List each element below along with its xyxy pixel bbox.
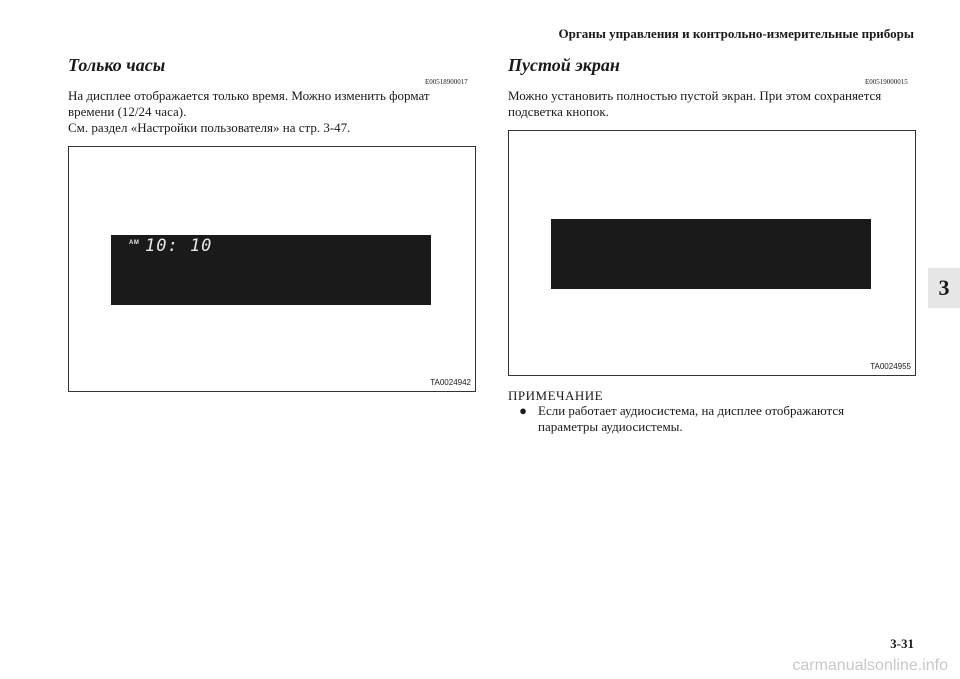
section-code: E00518900017 [425,78,468,86]
running-header: Органы управления и контрольно-измерительные приборы [558,26,914,41]
note-list [508,403,918,435]
section-paragraph: На дисплее отображается только время. Можно изменить формат времени (12/24 часа). [68,88,430,119]
note-title: ПРИМЕЧАНИЕ [508,388,604,403]
figure-label: TA0024942 [430,378,471,387]
bullet-icon: ● [519,403,527,418]
clock-time: 10: 10 [145,236,213,256]
note-item-text: Если работает аудиосистема, на дисплее отображаются параметры аудиосистемы. [538,403,845,434]
watermark: carmanualsonline.info [792,657,948,674]
display-screen [111,235,431,305]
page-number: 3-31 [890,636,914,651]
section-paragraph-reference: См. раздел «Настройки пользователя» на стр. 3-47. [68,120,351,135]
chapter-tab: 3 [928,268,960,308]
clock-am-indicator: AM [129,240,140,246]
section-title-blank-screen: Пустой экран [508,55,620,75]
section-title-clock-only: Только часы [68,55,166,75]
figure-clock-display [68,146,476,392]
section-paragraph: Можно установить полностью пустой экран. При этом сохраняется подсветка кнопок. [508,88,882,119]
figure-blank-display [508,130,916,376]
display-screen-blank [551,219,871,289]
figure-label: TA0024955 [870,362,911,371]
section-code: E00519000015 [865,78,908,86]
note-item [508,403,918,435]
